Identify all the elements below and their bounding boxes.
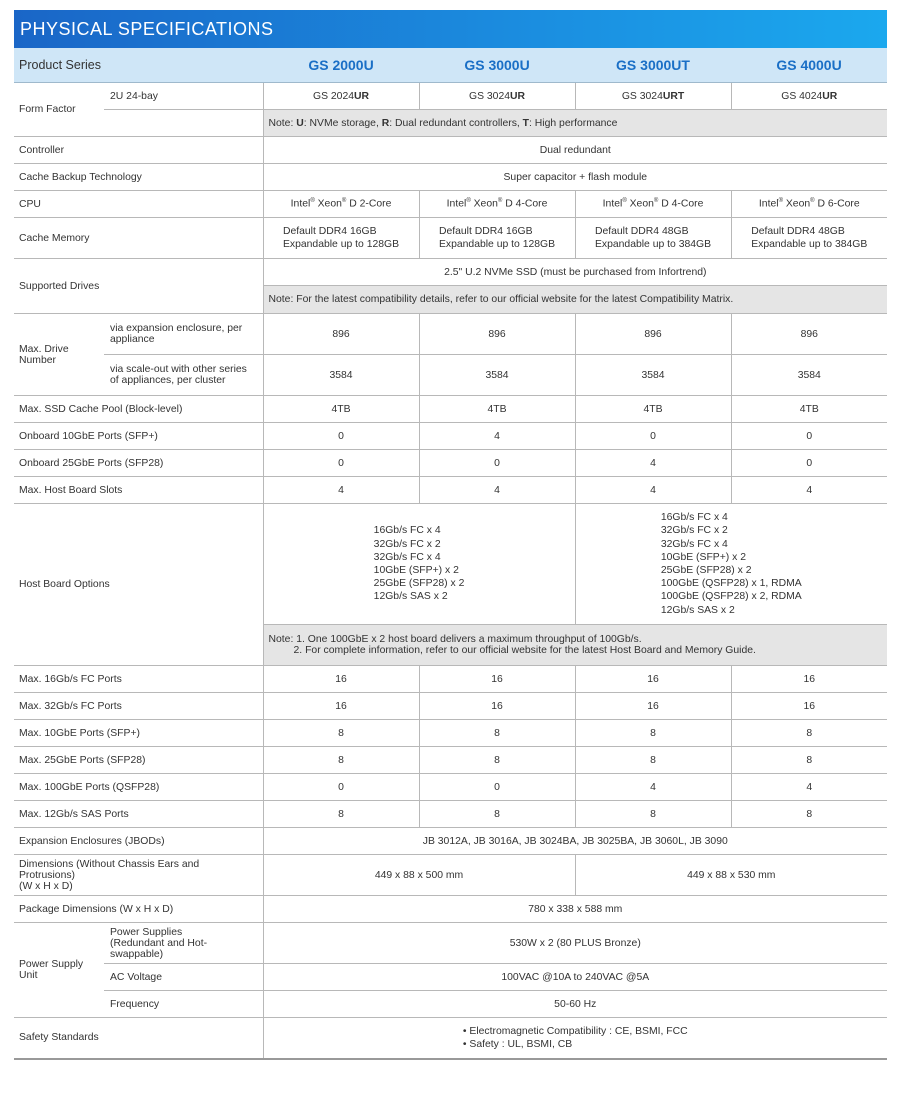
cpu-value: Intel® Xeon® D 4-Core	[575, 191, 731, 218]
row-sublabel: AC Voltage	[104, 964, 263, 991]
cell-value: 16	[263, 666, 419, 693]
row-label: Max. 12Gb/s SAS Ports	[14, 801, 263, 828]
cell-value: 0	[263, 774, 419, 801]
cell-value: 3584	[575, 355, 731, 396]
cell-value: 16	[419, 693, 575, 720]
row-label: Dimensions (Without Chassis Ears and Protrusions) (W x H x D)	[14, 855, 263, 896]
cell-value: 4	[419, 423, 575, 450]
row-sublabel: via expansion enclosure, per appliance	[104, 314, 263, 355]
cell-value: 4	[575, 450, 731, 477]
note-text: Note: 1. One 100GbE x 2 host board delivers a maximum throughput of 100Gb/s. 2. For complete information, refer to our official website for the latest Host Board and Memory Guide.	[263, 625, 887, 666]
spec-table	[14, 48, 887, 1060]
host-options-left: 16Gb/s FC x 4 32Gb/s FC x 2 32Gb/s FC x 4 10GbE (SFP+) x 2 25GbE (SFP28) x 2 12Gb/s SAS x 2	[263, 504, 575, 625]
row-label: Max. 10GbE Ports (SFP+)	[14, 720, 263, 747]
table-row	[14, 137, 887, 164]
cell-value: Super capacitor + flash module	[263, 164, 887, 191]
cell-value: 8	[263, 720, 419, 747]
model-code: GS 2024UR	[263, 83, 419, 110]
table-row	[14, 923, 887, 964]
row-label: Max. 25GbE Ports (SFP28)	[14, 747, 263, 774]
row-sublabel: Power Supplies (Redundant and Hot-swappable)	[104, 923, 263, 964]
row-label: Max. 100GbE Ports (QSFP28)	[14, 774, 263, 801]
cell-value: 100VAC @10A to 240VAC @5A	[263, 964, 887, 991]
row-label: Max. Drive Number	[14, 314, 104, 396]
cell-value: 8	[419, 801, 575, 828]
table-row	[14, 693, 887, 720]
cell-value: 8	[419, 747, 575, 774]
cell-value: 4	[575, 774, 731, 801]
row-label: Host Board Options	[14, 504, 263, 666]
row-label: Onboard 10GbE Ports (SFP+)	[14, 423, 263, 450]
row-label: Cache Memory	[14, 218, 263, 259]
cell-value: 4TB	[575, 396, 731, 423]
model-code: GS 3024UR	[419, 83, 575, 110]
cell-value: 16	[575, 693, 731, 720]
table-row	[14, 801, 887, 828]
row-label: Expansion Enclosures (JBODs)	[14, 828, 263, 855]
cell-value: 4	[731, 477, 887, 504]
table-row	[14, 896, 887, 923]
cell-value: 8	[575, 720, 731, 747]
model-code: GS 3024URT	[575, 83, 731, 110]
row-label: Supported Drives	[14, 259, 263, 314]
cell-value: 2.5" U.2 NVMe SSD (must be purchased from Infortrend)	[263, 259, 887, 286]
table-row	[14, 504, 887, 625]
cell-value: • Electromagnetic Compatibility : CE, BSMI, FCC • Safety : UL, BSMI, CB	[263, 1018, 887, 1059]
table-row	[14, 1018, 887, 1059]
row-label: Package Dimensions (W x H x D)	[14, 896, 263, 923]
row-label: Max. 16Gb/s FC Ports	[14, 666, 263, 693]
model-header: GS 2000U	[263, 48, 419, 83]
table-row	[14, 477, 887, 504]
row-label: Power Supply Unit	[14, 923, 104, 1018]
cpu-value: Intel® Xeon® D 2-Core	[263, 191, 419, 218]
table-row	[14, 423, 887, 450]
cell-value: 896	[575, 314, 731, 355]
spec-sheet	[14, 10, 887, 1060]
table-row	[14, 83, 887, 110]
memory-value: Default DDR4 16GB Expandable up to 128GB	[419, 218, 575, 259]
cell-value: 8	[263, 747, 419, 774]
row-label: Controller	[14, 137, 263, 164]
host-options-right: 16Gb/s FC x 4 32Gb/s FC x 2 32Gb/s FC x 4 10GbE (SFP+) x 2 25GbE (SFP28) x 2 100GbE (QSFP28) x 1, RDMA 100GbE (QSFP28) x 2, RDMA 12Gb/s SAS x 2	[575, 504, 887, 625]
cell-value: 3584	[419, 355, 575, 396]
cell-value: 0	[731, 423, 887, 450]
cell-value: 896	[731, 314, 887, 355]
cell-value: 8	[731, 801, 887, 828]
model-header: GS 4000U	[731, 48, 887, 83]
row-label: Onboard 25GbE Ports (SFP28)	[14, 450, 263, 477]
row-label: Form Factor	[14, 83, 104, 137]
model-header: GS 3000UT	[575, 48, 731, 83]
cell-value: 8	[419, 720, 575, 747]
cell-value: 3584	[263, 355, 419, 396]
cell-value: 4	[419, 477, 575, 504]
cell-value: 530W x 2 (80 PLUS Bronze)	[263, 923, 887, 964]
table-row	[14, 991, 887, 1018]
cell-value: 0	[263, 450, 419, 477]
row-label: Cache Backup Technology	[14, 164, 263, 191]
table-row	[14, 259, 887, 286]
cell-value: 0	[575, 423, 731, 450]
cell-value: 896	[263, 314, 419, 355]
cell-value: 4TB	[731, 396, 887, 423]
cell-value: 896	[419, 314, 575, 355]
cell-value: 4	[731, 774, 887, 801]
cell-value: 3584	[731, 355, 887, 396]
cpu-value: Intel® Xeon® D 4-Core	[419, 191, 575, 218]
row-label: CPU	[14, 191, 263, 218]
cell-value: 16	[575, 666, 731, 693]
cell-value: 4	[263, 477, 419, 504]
note-text: Note: U: NVMe storage, R: Dual redundant controllers, T: High performance	[263, 110, 887, 137]
row-sublabel: via scale-out with other series of appliances, per cluster	[104, 355, 263, 396]
cell-value: 16	[731, 666, 887, 693]
cell-value: 780 x 338 x 588 mm	[263, 896, 887, 923]
table-row	[14, 314, 887, 355]
cell-value: 8	[263, 801, 419, 828]
table-row	[14, 355, 887, 396]
cell-value: 449 x 88 x 530 mm	[575, 855, 887, 896]
table-row	[14, 164, 887, 191]
memory-value: Default DDR4 48GB Expandable up to 384GB	[731, 218, 887, 259]
cell-value: 4TB	[263, 396, 419, 423]
cell-value: 50-60 Hz	[263, 991, 887, 1018]
table-row	[14, 774, 887, 801]
cell-value: 8	[731, 720, 887, 747]
model-header: GS 3000U	[419, 48, 575, 83]
cell-value: 8	[575, 747, 731, 774]
row-sublabel: 2U 24-bay	[104, 83, 263, 110]
cell-value: 16	[419, 666, 575, 693]
table-row	[14, 828, 887, 855]
row-sublabel: Frequency	[104, 991, 263, 1018]
note-text: Note: For the latest compatibility details, refer to our official website for the latest Compatibility Matrix.	[263, 286, 887, 314]
cell-value: Dual redundant	[263, 137, 887, 164]
table-row	[14, 720, 887, 747]
header-row	[14, 48, 887, 83]
row-label: Max. 32Gb/s FC Ports	[14, 693, 263, 720]
cell-value: 8	[575, 801, 731, 828]
memory-value: Default DDR4 48GB Expandable up to 384GB	[575, 218, 731, 259]
table-row	[14, 191, 887, 218]
cell-value: 16	[731, 693, 887, 720]
cell-value: 0	[263, 423, 419, 450]
cpu-value: Intel® Xeon® D 6-Core	[731, 191, 887, 218]
cell-value: 8	[731, 747, 887, 774]
cell-value: 4TB	[419, 396, 575, 423]
table-row	[14, 964, 887, 991]
table-row	[14, 855, 887, 896]
cell-value: 16	[263, 693, 419, 720]
row-label: Max. SSD Cache Pool (Block-level)	[14, 396, 263, 423]
table-row	[14, 110, 887, 137]
row-label: Safety Standards	[14, 1018, 263, 1059]
table-row	[14, 450, 887, 477]
cell-value: JB 3012A, JB 3016A, JB 3024BA, JB 3025BA, JB 3060L, JB 3090	[263, 828, 887, 855]
table-row	[14, 747, 887, 774]
memory-value: Default DDR4 16GB Expandable up to 128GB	[263, 218, 419, 259]
cell-value: 0	[419, 450, 575, 477]
table-row	[14, 218, 887, 259]
cell-value: 449 x 88 x 500 mm	[263, 855, 575, 896]
row-label: Max. Host Board Slots	[14, 477, 263, 504]
cell-value: 0	[731, 450, 887, 477]
table-row	[14, 396, 887, 423]
model-code: GS 4024UR	[731, 83, 887, 110]
product-series-label: Product Series	[14, 48, 263, 83]
cell-value: 4	[575, 477, 731, 504]
cell-value: 0	[419, 774, 575, 801]
section-title: PHYSICAL SPECIFICATIONS	[14, 10, 887, 48]
table-row	[14, 666, 887, 693]
